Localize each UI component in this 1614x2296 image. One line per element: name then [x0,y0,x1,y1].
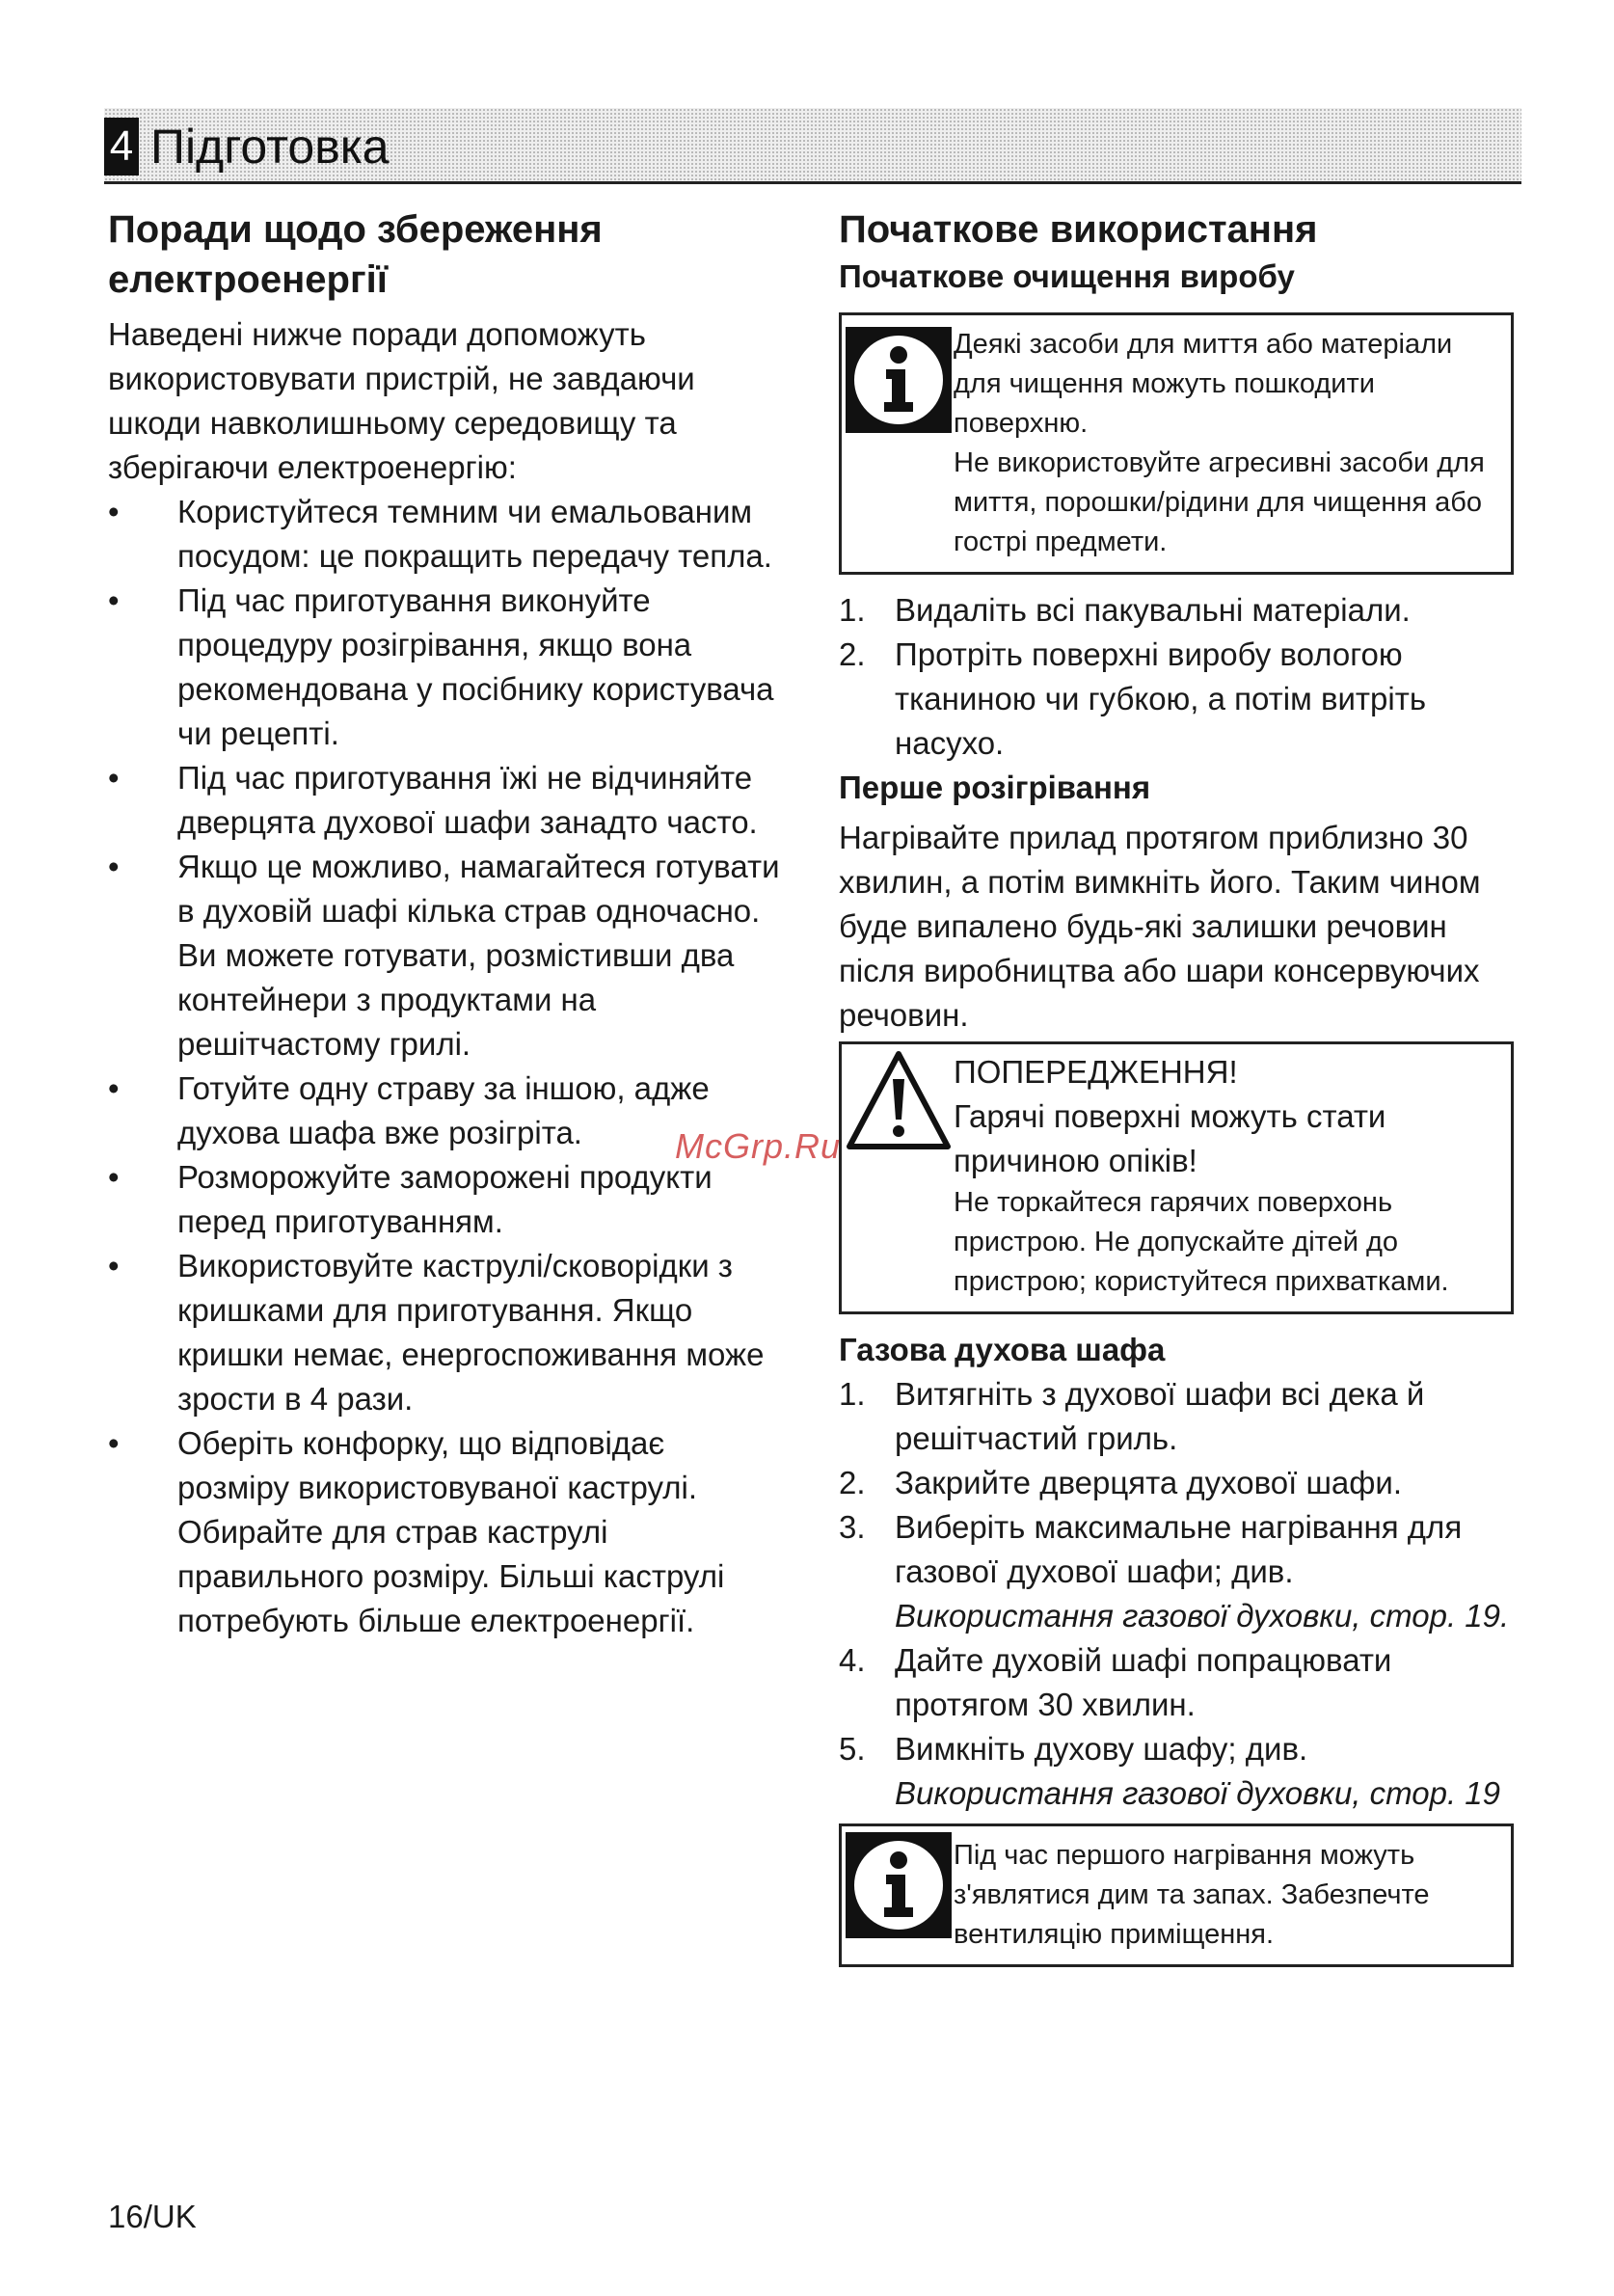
text-line: миття, порошки/рідини для чищення або [954,487,1483,518]
cross-reference: Використання газової духовки, стор. 19. [895,1598,1510,1634]
text-line: кришками для приготування. Якщо [177,1292,693,1328]
step-number: 2. [839,636,866,672]
text-line: зрости в 4 рази. [177,1381,414,1417]
bullet: • [108,494,120,529]
page-number: 16/UK [108,2199,197,2234]
chapter-header [104,108,1521,184]
text-line: посудом: це покращить передачу тепла. [177,538,772,574]
text-line: Готуйте одну страву за іншою, адже [177,1070,710,1106]
list-item [108,845,802,1067]
info-icon [846,1832,952,1938]
heading-line: Поради щодо збереження [108,208,603,251]
gas-oven-subheading: Газова духова шафа [839,1332,1166,1367]
text-line: поверхню. [954,408,1089,439]
first-heating-text [839,816,1514,1038]
step-number: 1. [839,1376,866,1412]
bullet: • [108,1070,120,1106]
first-heating-subheading: Перше розігрівання [839,770,1151,805]
info-box-cleaning [839,312,1514,575]
energy-saving-heading [108,204,802,305]
text-line: дверцята духової шафи занадто часто. [177,804,758,840]
first-use-heading: Початкове використання [839,208,1318,251]
text-line: пристрою; користуйтеся прихватками. [954,1266,1449,1297]
text-line: чи рецепті. [177,716,339,751]
text-line: Під час приготування виконуйте [177,582,651,618]
text-line: розміру використовуваної каструлі. [177,1470,698,1505]
warning-box [839,1041,1514,1314]
text-line: причиною опіків! [954,1143,1197,1178]
step-number: 3. [839,1509,866,1545]
text-line: Під час першого нагрівання можуть [954,1840,1415,1871]
list-item [839,1505,1514,1638]
text-line: Ви можете готувати, розмістивши два [177,937,735,973]
energy-tips-list [108,490,802,1643]
text-line: рекомендована у посібнику користувача [177,671,774,707]
bullet: • [108,760,120,796]
text-line: кришки немає, енергоспоживання може [177,1337,765,1372]
text-line: тканиною чи губкою, а потім витріть [895,681,1427,716]
warning-title: ПОПЕРЕДЖЕННЯ! [954,1054,1238,1090]
text-line: Розморожуйте заморожені продукти [177,1159,713,1195]
text-line: Оберіть конфорку, що відповідає [177,1425,665,1461]
list-item [839,1727,1514,1816]
chapter-number: 4 [104,118,139,176]
warning-detail-text [954,1183,1505,1302]
text-line: газової духової шафи; див. [895,1553,1294,1589]
text-line: речовин. [839,997,969,1033]
text-line: процедуру розігрівання, якщо вона [177,627,692,662]
text-line: решітчастий гриль. [895,1420,1178,1456]
list-item [108,1155,802,1244]
bullet: • [108,1425,120,1461]
warning-icon [846,1050,952,1156]
left-column [108,204,802,1643]
text-line: для чищення можуть пошкодити [954,368,1375,399]
text-line: насухо. [895,725,1005,761]
cleaning-steps [839,588,1514,766]
text-line: з'являтися дим та запах. Забезпечте [954,1879,1430,1910]
text-line: Під час приготування їжі не відчиняйте [177,760,753,796]
text-line: Витягніть з духової шафи всі дека й [895,1376,1425,1412]
info-text [954,325,1505,562]
text-line: Не торкайтеся гарячих поверхонь [954,1187,1393,1218]
text-line: Використовуйте каструлі/сковорідки з [177,1248,733,1283]
info-icon [846,327,952,433]
text-line: потребують більше електроенергії. [177,1603,695,1638]
step-number: 1. [839,592,866,628]
list-item [108,756,802,845]
text-line: контейнери з продуктами на [177,982,597,1017]
text-line: хвилин, а потім вимкніть його. Таким чином [839,864,1481,900]
text-line: Нагрівайте прилад протягом приблизно 30 [839,820,1468,855]
bullet: • [108,582,120,618]
gas-oven-steps [839,1372,1514,1816]
text-line: Дайте духовій шафі попрацювати [895,1642,1392,1678]
watermark: McGrp.Ru [675,1126,842,1166]
text-line: духова шафа вже розігріта. [177,1115,582,1150]
text-line: гострі предмети. [954,527,1168,557]
text-line: пристрою. Не допускайте дітей до [954,1227,1399,1257]
text-line: шкоди навколишньому середовищу та [108,405,677,441]
bullet: • [108,849,120,884]
warning-main-text [954,1094,1505,1183]
text-line: буде випалено будь-які залишки речовин [839,908,1447,944]
list-item [839,633,1514,766]
chapter-title: Підготовка [150,120,390,174]
initial-cleaning-subheading: Початкове очищення виробу [839,258,1295,294]
text-line: Видаліть всі пакувальні матеріали. [895,592,1411,628]
text-line: в духовій шафі кілька страв одночасно. [177,893,761,929]
bullet: • [108,1248,120,1283]
text-line: Деякі засоби для миття або матеріали [954,329,1453,360]
text-line: зберігаючи електроенергію: [108,449,517,485]
list-item [839,1461,1514,1505]
step-number: 4. [839,1642,866,1678]
list-item [839,1638,1514,1727]
list-item [108,1244,802,1421]
right-column [839,204,1514,1981]
list-item [839,1372,1514,1461]
text-line: Гарячі поверхні можуть стати [954,1098,1386,1134]
text-line: решітчастому грилі. [177,1026,471,1062]
energy-intro [108,312,802,490]
list-item [108,1421,802,1643]
list-item [839,588,1514,633]
text-line: вентиляцію приміщення. [954,1919,1275,1950]
text-line: Вимкніть духову шафу; див. [895,1731,1308,1767]
text-line: Виберіть максимальне нагрівання для [895,1509,1463,1545]
list-item [108,579,802,756]
info-box-first-heating [839,1823,1514,1967]
text-line: після виробництва або шари консервуючих [839,953,1480,988]
text-line: Якщо це можливо, намагайтеся готувати [177,849,780,884]
step-number: 5. [839,1731,866,1767]
text-line: Закрийте дверцята духової шафи. [895,1465,1403,1500]
text-line: використовувати пристрій, не завдаючи [108,361,695,396]
text-line: Наведені нижче поради допоможуть [108,316,646,352]
text-line: протягом 30 хвилин. [895,1687,1196,1722]
list-item [108,490,802,579]
bullet: • [108,1159,120,1195]
info-text [954,1836,1505,1955]
text-line: Не використовуйте агресивні засоби для [954,447,1485,478]
step-number: 2. [839,1465,866,1500]
heading-line: електроенергії [108,258,388,301]
text-line: Користуйтеся темним чи емальованим [177,494,753,529]
text-line: Обирайте для страв каструлі [177,1514,608,1550]
text-line: перед приготуванням. [177,1203,503,1239]
text-line: правильного розміру. Більші каструлі [177,1558,725,1594]
text-line: Протріть поверхні виробу вологою [895,636,1403,672]
cross-reference: Використання газової духовки, стор. 19 [895,1775,1501,1811]
